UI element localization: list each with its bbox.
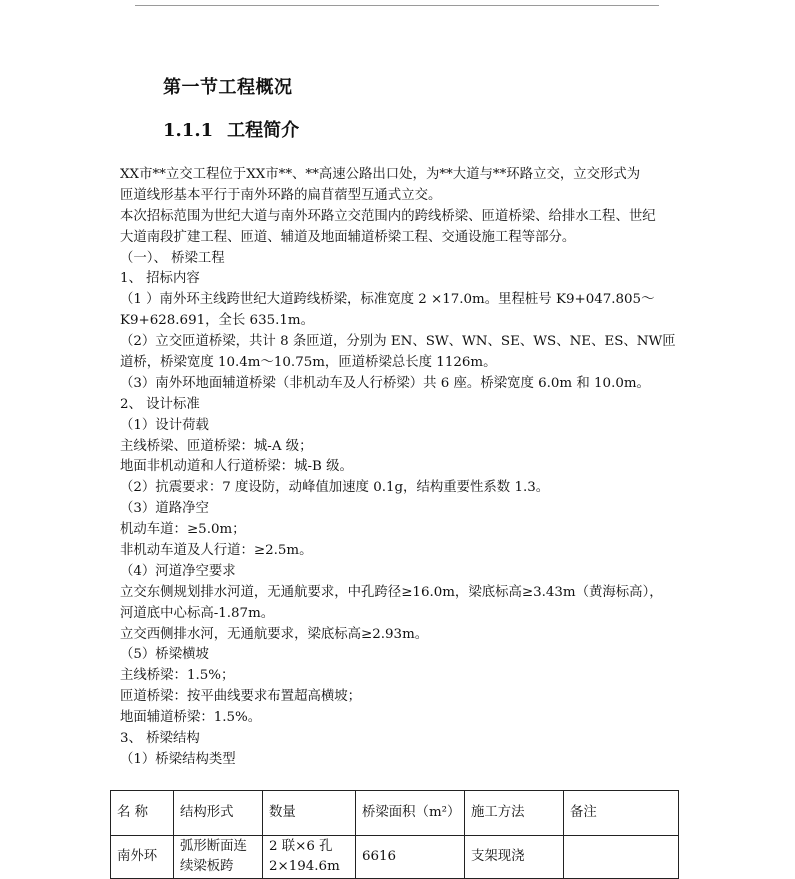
text-line: 地面非机动道和人行道桥梁：城-B 级。 [120, 459, 353, 475]
text-line: 主线桥梁、匝道桥梁：城-A 级； [120, 438, 313, 454]
cell-quantity: 2 联×6 孔 2×194.6m [263, 836, 356, 879]
page-top-rule [135, 5, 659, 6]
header-area: 桥梁面积（m²） [356, 791, 465, 836]
text-line: （3）南外环地面辅道桥梁（非机动车及人行桥梁）共 6 座。桥梁宽度 6.0m 和 10.0m。 [120, 375, 650, 391]
text-line: 机动车道：≥5.0m； [120, 522, 246, 538]
text-line: （3）道路净空 [120, 501, 209, 517]
text-line: 3、 桥梁结构 [120, 731, 200, 747]
text-line: （5）桥梁横坡 [120, 647, 209, 663]
cell-structure: 弧形断面连续梁板跨 [174, 836, 263, 879]
text-line: 非机动车道及人行道：≥2.5m。 [120, 543, 313, 559]
text-line: 2、 设计标准 [120, 396, 200, 412]
bridge-structure-table [110, 790, 679, 879]
header-method: 施工方法 [465, 791, 564, 836]
text-line: （2）抗震要求：7 度设防，动峰值加速度 0.1g，结构重要性系数 1.3。 [120, 480, 550, 496]
text-line: （2）立交匝道桥梁，共计 8 条匝道，分别为 EN、SW、WN、SE、WS、NE、ES、NW匝 [120, 334, 676, 350]
text-line: （1）设计荷载 [120, 417, 209, 433]
header-quantity: 数量 [263, 791, 356, 836]
text-line: （一）、 桥梁工程 [120, 250, 225, 266]
cell-area: 6616 [356, 836, 465, 879]
text-line: （1 ）南外环主线跨世纪大道跨线桥梁，标准宽度 2 ×17.0m。里程桩号 K9+047.805～ [120, 292, 655, 308]
text-line: 本次招标范围为世纪大道与南外环路立交范围内的跨线桥梁、匝道桥梁、给排水工程、世纪 [120, 208, 656, 224]
text-line: 匝道桥梁：按平曲线要求布置超高横坡； [120, 689, 362, 705]
subsection-heading [163, 116, 299, 142]
text-line: 匝道线形基本平行于南外环路的扁苜蓿型互通式立交。 [120, 187, 442, 203]
section-title: 第一节工程概况 [163, 77, 293, 98]
cell-note [564, 836, 679, 879]
text-line: XX市**立交工程位于XX市**、**高速公路出口处，为**大道与**环路立交，立交形式为 [120, 167, 641, 182]
header-name: 名 称 [111, 791, 174, 836]
text-line: 1、 招标内容 [120, 271, 200, 287]
text-line: 立交东侧规划排水河道，无通航要求，中孔跨径≥16.0m，梁底标高≥3.43m（黄海标高）， [120, 584, 663, 600]
table-header-row [111, 791, 679, 836]
document-body [120, 165, 680, 771]
cell-method: 支架现浇 [465, 836, 564, 879]
header-note: 备注 [564, 791, 679, 836]
text-line: （1）桥梁结构类型 [120, 751, 236, 767]
table-row [111, 836, 679, 879]
subsection-title: 工程简介 [227, 120, 300, 141]
text-line: 主线桥梁：1.5%； [120, 668, 235, 684]
text-line: （4）河道净空要求 [120, 563, 236, 579]
text-line: 地面辅道桥梁：1.5%。 [120, 710, 262, 726]
header-structure: 结构形式 [174, 791, 263, 836]
cell-name: 南外环 [111, 836, 174, 879]
text-line: 立交西侧排水河，无通航要求，梁底标高≥2.93m。 [120, 626, 429, 642]
text-line: 河道底中心标高-1.87m。 [120, 605, 275, 621]
subsection-number: 1.1.1 [163, 120, 214, 141]
text-line: 道桥，桥梁宽度 10.4m～10.75m，匝道桥梁总长度 1126m。 [120, 355, 497, 371]
text-line: K9+628.691，全长 635.1m。 [120, 313, 314, 329]
text-line: 大道南段扩建工程、匝道、辅道及地面辅道桥梁工程、交通设施工程等部分。 [120, 229, 576, 245]
